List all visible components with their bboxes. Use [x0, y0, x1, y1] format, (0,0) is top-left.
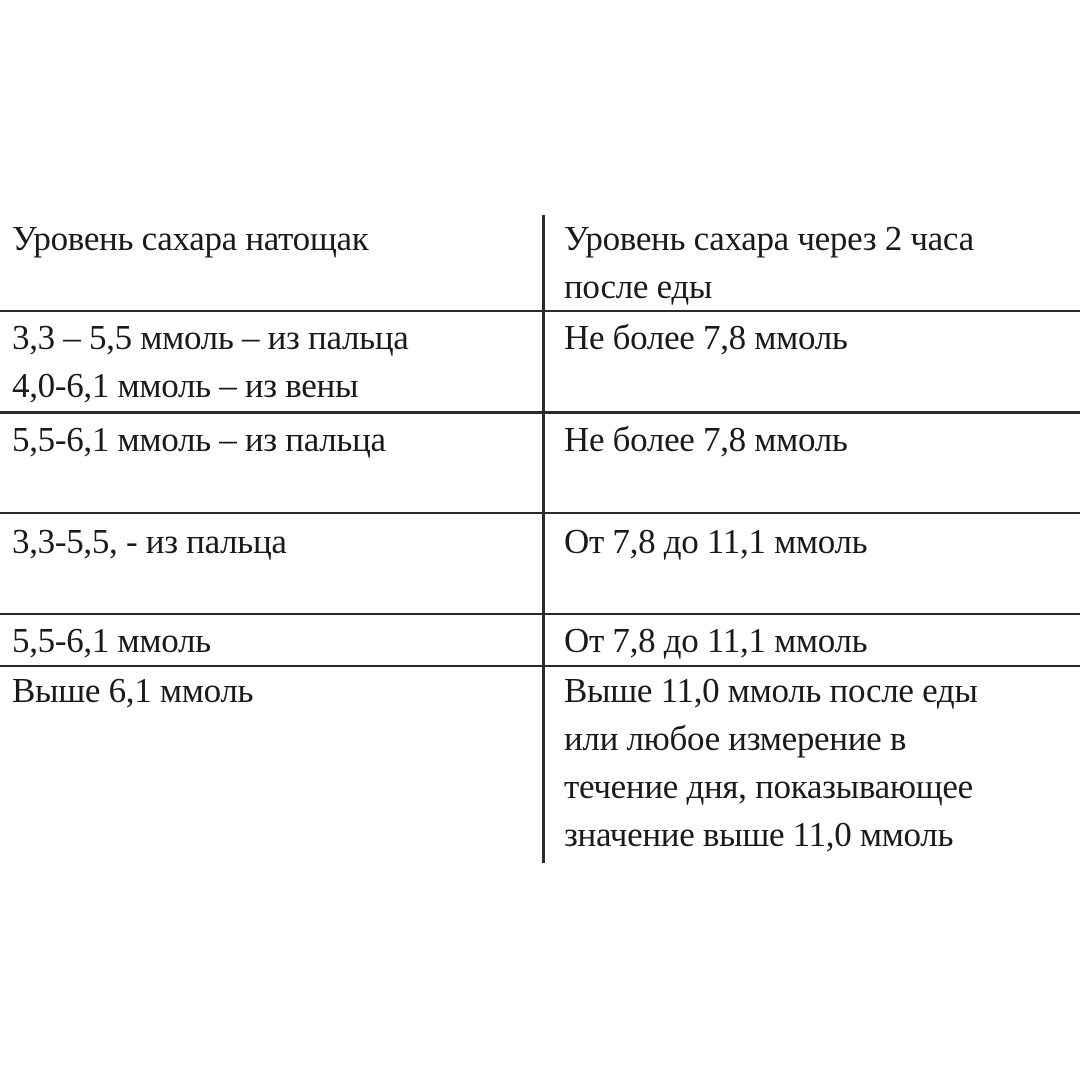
row-1-after-meal-line-1: Не более 7,8 ммоль	[564, 318, 848, 357]
row-5-after-meal-line-3: течение дня, показывающее	[564, 767, 973, 806]
row-4-fasting-line-1: 5,5-6,1 ммоль	[12, 621, 211, 660]
row-divider-1	[0, 411, 1080, 414]
row-2-after-meal	[564, 416, 848, 464]
row-3-fasting	[12, 518, 287, 566]
row-1-fasting-line-1: 3,3 – 5,5 ммоль – из пальца	[12, 318, 409, 357]
column-divider	[542, 215, 545, 863]
row-5-after-meal-line-1: Выше 11,0 ммоль после еды	[564, 671, 978, 710]
header-after-meal-line-1: Уровень сахара через 2 часа	[564, 219, 974, 258]
row-2-after-meal-line-1: Не более 7,8 ммоль	[564, 420, 848, 459]
row-4-fasting	[12, 617, 211, 665]
row-2-fasting-line-1: 5,5-6,1 ммоль – из пальца	[12, 420, 386, 459]
row-1-after-meal	[564, 314, 848, 362]
row-3-fasting-line-1: 3,3-5,5, - из пальца	[12, 522, 287, 561]
header-after-meal	[564, 215, 974, 311]
header-after-meal-line-2: после еды	[564, 267, 713, 306]
row-5-fasting-line-1: Выше 6,1 ммоль	[12, 671, 254, 710]
header-fasting-line-1: Уровень сахара натощак	[12, 219, 369, 258]
row-2-fasting	[12, 416, 386, 464]
row-5-after-meal-line-2: или любое измерение в	[564, 719, 907, 758]
row-3-after-meal	[564, 518, 867, 566]
row-1-fasting-line-2: 4,0-6,1 ммоль – из вены	[12, 366, 359, 405]
row-divider-2	[0, 512, 1080, 514]
header-fasting	[12, 215, 368, 263]
row-5-fasting	[12, 667, 253, 715]
row-3-after-meal-line-1: От 7,8 до 11,1 ммоль	[564, 522, 868, 561]
row-4-after-meal	[564, 617, 867, 665]
row-5-after-meal-line-4: значение выше 11,0 ммоль	[564, 815, 954, 854]
row-4-after-meal-line-1: От 7,8 до 11,1 ммоль	[564, 621, 868, 660]
row-divider-3	[0, 613, 1080, 615]
row-1-fasting	[12, 314, 409, 410]
row-5-after-meal	[564, 667, 978, 859]
